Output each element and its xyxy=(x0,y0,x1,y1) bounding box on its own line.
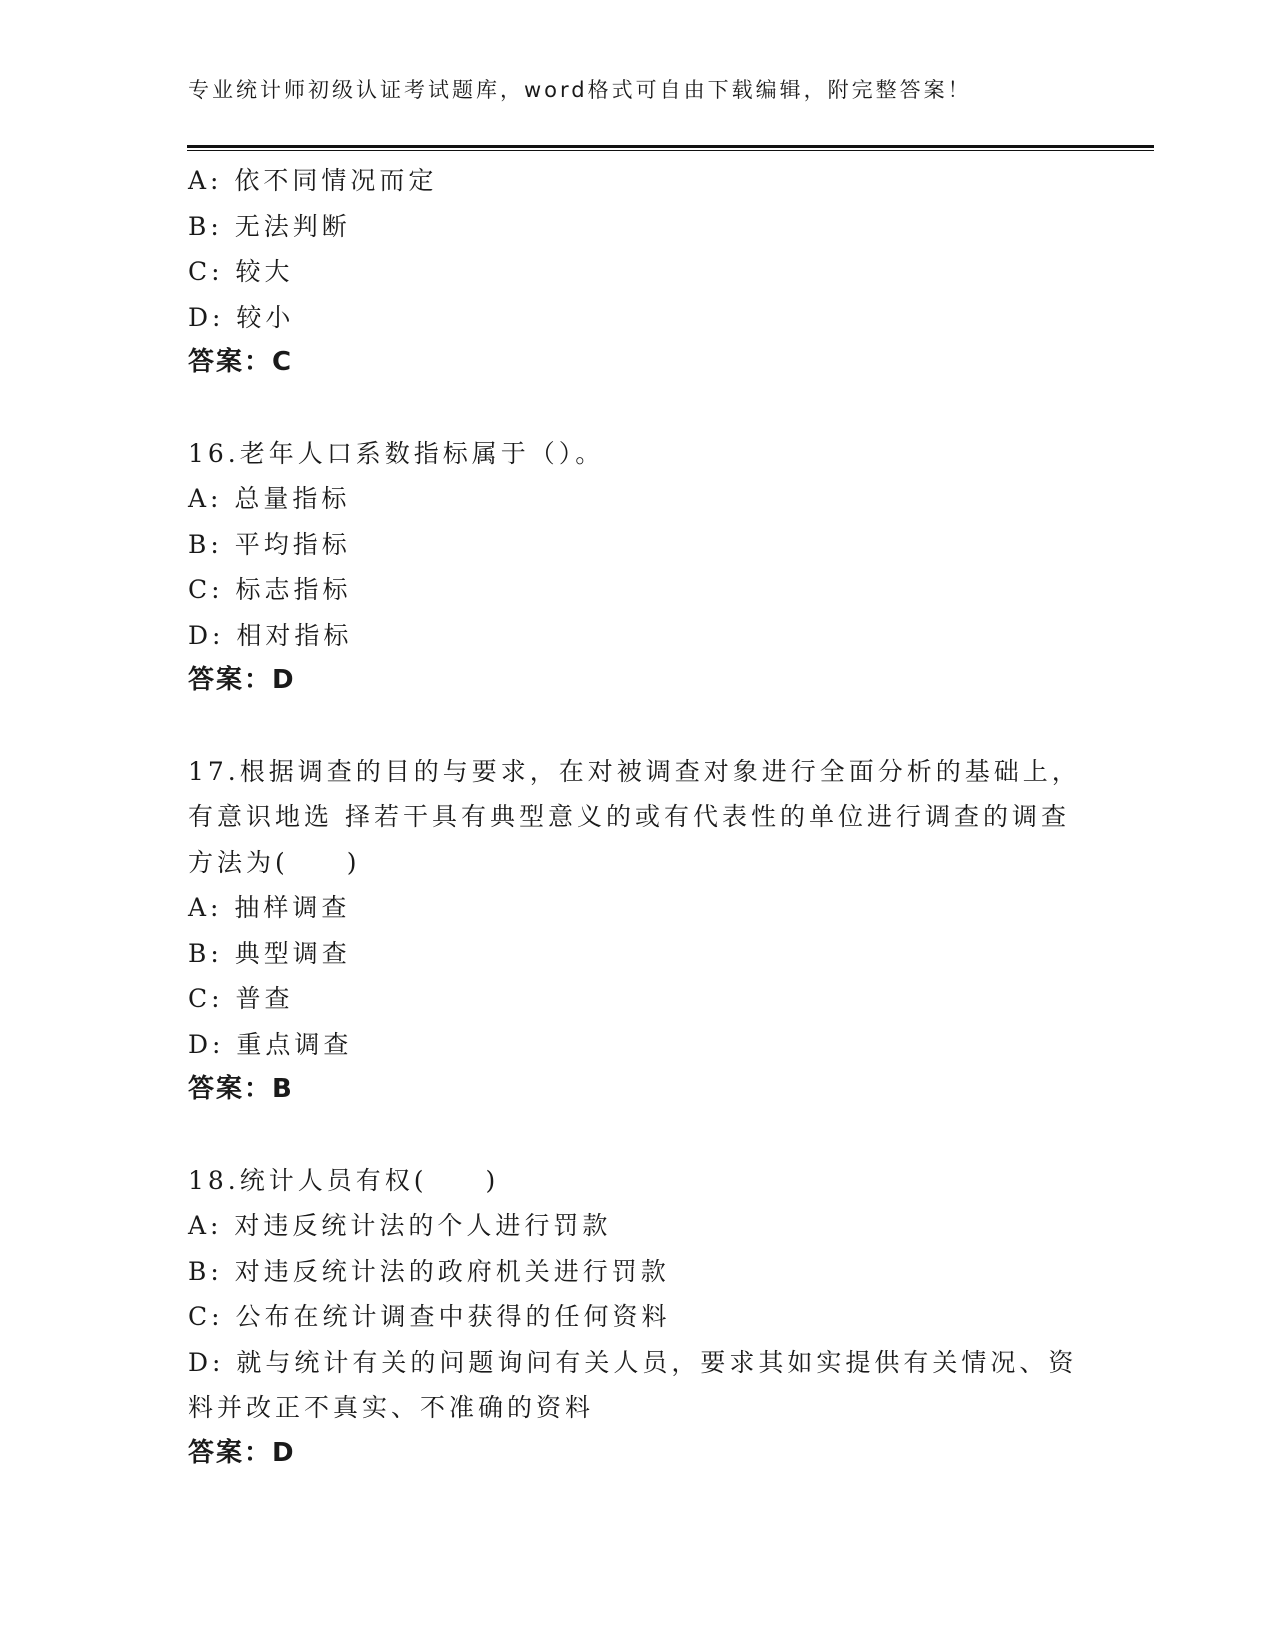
q15-option-d: D: 较小 xyxy=(188,302,295,332)
q18-option-d-line-1: D: 就与统计有关的问题询问有关人员，要求其如实提供有关情况、资 xyxy=(188,1347,1078,1377)
q18-option-b: B: 对违反统计法的政府机关进行罚款 xyxy=(188,1256,670,1286)
q18-stem: 18.统计人员有权( ) xyxy=(188,1165,500,1195)
q17-option-c: C: 普查 xyxy=(188,984,294,1013)
q18-answer: 答案：D xyxy=(188,1437,296,1468)
q17-answer: 答案：B xyxy=(188,1074,294,1104)
q16-option-b: B: 平均指标 xyxy=(188,529,351,559)
header-rule-thick xyxy=(187,145,1154,148)
q17-stem-line-1: 17.根据调查的目的与要求，在对被调查对象进行全面分析的基础上， xyxy=(188,756,1081,786)
spacer xyxy=(188,1113,1088,1158)
question-content xyxy=(188,158,1088,1476)
question-18 xyxy=(188,1158,1088,1477)
q15-option-c: C: 较大 xyxy=(188,257,294,286)
q18-option-d-line-2: 料并改正不真实、不准确的资料 xyxy=(188,1393,595,1422)
q16-option-c: C: 标志指标 xyxy=(188,575,352,604)
q17-option-a: A: 抽样调查 xyxy=(188,893,351,922)
q16-option-a: A: 总量指标 xyxy=(188,484,351,513)
q17-option-d: D: 重点调查 xyxy=(188,1029,353,1059)
header-rule-thin xyxy=(187,150,1154,151)
q17-option-b: B: 典型调查 xyxy=(188,938,351,968)
q17-stem-line-2: 有意识地选 择若干具有典型意义的或有代表性的单位进行调查的调查 xyxy=(188,802,1070,831)
q16-option-d: D: 相对指标 xyxy=(188,620,353,650)
q18-option-c: C: 公布在统计调查中获得的任何资料 xyxy=(188,1302,671,1331)
page-header-text: 专业统计师初级认证考试题库，word格式可自由下载编辑，附完整答案！ xyxy=(188,78,972,102)
q16-stem: 16.老年人口系数指标属于（）。 xyxy=(188,438,605,468)
q15-answer: 答案：C xyxy=(188,347,294,377)
q15-option-a: A: 依不同情况而定 xyxy=(188,166,438,195)
question-15 xyxy=(188,158,1088,386)
spacer xyxy=(188,386,1088,431)
q18-option-a: A: 对违反统计法的个人进行罚款 xyxy=(188,1211,612,1240)
q15-option-b: B: 无法判断 xyxy=(188,211,351,241)
spacer xyxy=(188,704,1088,749)
question-17 xyxy=(188,749,1088,1113)
question-16 xyxy=(188,431,1088,704)
q17-stem-line-3: 方法为( ) xyxy=(188,847,361,877)
q16-answer: 答案：D xyxy=(188,665,296,695)
